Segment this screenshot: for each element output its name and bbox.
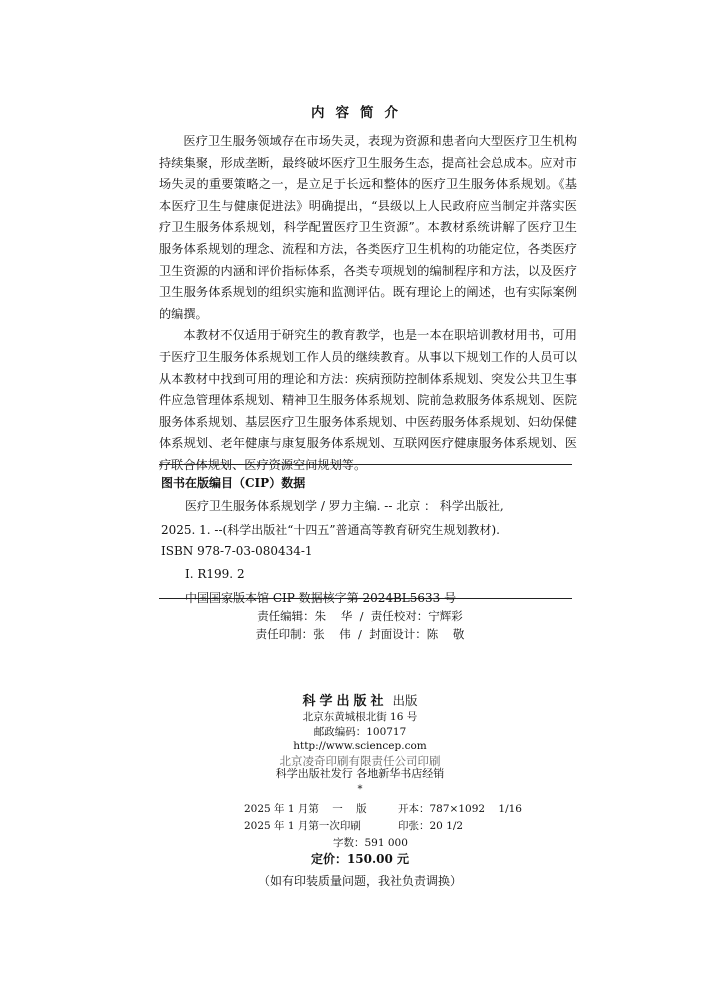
- separator-star: *: [357, 784, 363, 795]
- print-date: 2025 年 1 月第一次印刷: [244, 820, 361, 832]
- cip-top-rule: [159, 464, 572, 465]
- cip-heading: 图书在版编目（CIP）数据: [161, 476, 306, 490]
- format: 开本：787×1092 1/16: [398, 803, 522, 815]
- cip-isbn: ISBN 978-7-03-080434-1: [161, 544, 313, 558]
- publisher-url: http://www.sciencep.com: [293, 740, 427, 752]
- publisher-suffix: 出版: [392, 693, 418, 708]
- cip-line-1: 医疗卫生服务体系规划学 / 罗力主编. -- 北京 ： 科学出版社,: [185, 499, 504, 513]
- summary-body: [159, 131, 577, 477]
- summary-paragraph: 本教材不仅适用于研究生的教育教学，也是一本在职培训教材用书，可用于医疗卫生服务体系规划工作人员的继续教育。从事以下规划工作的人员可以从本教材中找到可用的理论和方法：疾病预防控制体系规划、突发公共卫生事件应急管理体系规划、精神卫生服务体系规划、院前急救服务体系规划、医院服务体系规划、基层医疗卫生服务体系规划、中医药服务体系规划、妇幼保健体系规划、老年健康与康复服务体系规划、互联网医疗健康服务体系规划、医疗联合体规划、医疗资源空间规划等。: [159, 328, 577, 472]
- quality-notice: （如有印装质量问题，我社负责调换）: [257, 874, 462, 888]
- printed-sheets: 印张：20 1/2: [398, 820, 464, 832]
- printer-name: 北京凌奇印刷有限责任公司印刷: [279, 753, 441, 768]
- publisher-address: 北京东黄城根北街 16 号: [302, 711, 418, 723]
- credits-editors: 责任编辑：朱 华 / 责任校对：宁辉彩: [257, 609, 463, 623]
- distribution-line: 科学出版社发行 各地新华书店经销: [275, 767, 445, 780]
- price: 定价：150.00 元: [310, 852, 410, 866]
- publisher-postcode: 邮政编码：100717: [313, 725, 407, 738]
- edition-date: 2025 年 1 月第 一 版: [244, 803, 367, 815]
- cip-line-2: 2025. 1. --(科学出版社“十四五”普通高等教育研究生规划教材).: [161, 523, 500, 537]
- publisher-name: 科学出版社: [302, 694, 388, 709]
- cip-classification: Ⅰ. R199. 2: [185, 567, 245, 581]
- summary-title: 内容简介: [311, 105, 409, 121]
- word-count: 字数：591 000: [333, 837, 408, 849]
- publisher-details: [0, 710, 720, 768]
- credits-block: [0, 607, 720, 643]
- cip-bottom-rule: [159, 598, 572, 599]
- credits-production: 责任印制：张 伟 / 封面设计：陈 敬: [255, 627, 465, 641]
- summary-paragraph: 医疗卫生服务领域存在市场失灵，表现为资源和患者向大型医疗卫生机构持续集聚，形成垄断，最终破坏医疗卫生服务生态，提高社会总成本。应对市场失灵的重要策略之一，是立足于长远和整体的医疗卫生服务体系规划。《基本医疗卫生与健康促进法》明确提出，“县级以上人民政府应当制定并落实医疗卫生服务体系规划，科学配置医疗卫生资源”。本教材系统讲解了医疗卫生服务体系规划的理念、流程和方法，各类医疗卫生机构的功能定位，各类医疗卫生资源的内涵和评价指标体系，各类专项规划的编制程序和方法，以及医疗卫生服务体系规划的组织实施和监测评估。既有理论上的阐述，也有实际案例的编撰。: [159, 134, 577, 321]
- publisher-line: [0, 690, 720, 709]
- cip-library-number: 中国国家版本馆 CIP 数据核字第 2024BL5633 号: [185, 591, 457, 605]
